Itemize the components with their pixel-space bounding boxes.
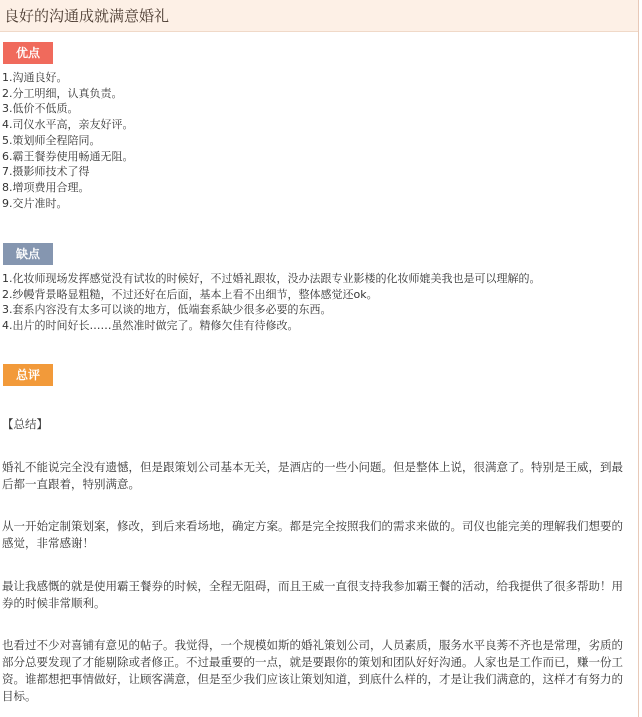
summary-paragraph: 婚礼不能说完全没有遗憾，但是跟策划公司基本无关，是酒店的一些小问题。但是整体上说，很满意了。特别是王威，到最后都一直跟着，特别满意。 xyxy=(2,460,623,491)
page-title: 良好的沟通成就满意婚礼 xyxy=(4,7,170,25)
summary-paragraph: 从一开始定制策划案，修改，到后来看场地，确定方案。都是完全按照我们的需求来做的。司仪也能完美的理解我们想要的感觉，非常感谢！ xyxy=(2,519,623,550)
list-item: 4.司仪水平高，亲友好评。 xyxy=(2,118,134,132)
pros-list xyxy=(2,70,134,211)
list-item: 6.霸王餐券使用畅通无阻。 xyxy=(2,149,134,163)
list-item: 3.套系内容没有太多可以谈的地方，低端套系缺少很多必要的东西。 xyxy=(2,303,332,317)
list-item: 1.化妆师现场发挥感觉没有试妆的时候好，不过婚礼跟妆，没办法跟专业影楼的化妆师媲美我也是可以理解的。 xyxy=(2,272,541,285)
summary-paragraph: 最让我感慨的就是使用霸王餐券的时候，全程无阻碍，而且王威一直很支持我参加霸王餐的活动，给我提供了很多帮助！用券的时候非常顺利。 xyxy=(2,579,623,610)
list-item: 1.沟通良好。 xyxy=(2,71,68,84)
list-item: 9.交片准时。 xyxy=(2,196,68,210)
list-item: 2.纱幔背景略显粗糙，不过还好在后面，基本上看不出细节，整体感觉还ok。 xyxy=(2,287,378,301)
cons-tag: 缺点 xyxy=(3,243,53,265)
list-item: 2.分工明细，认真负责。 xyxy=(2,86,123,100)
summary-tag: 总评 xyxy=(3,364,53,386)
pros-tag: 优点 xyxy=(3,42,53,64)
cons-list xyxy=(2,271,541,334)
list-item: 4.出片的时间好长……虽然准时做完了。精修欠佳有待修改。 xyxy=(2,319,299,333)
summary-paragraph: 也看过不少对喜铺有意见的帖子。我觉得，一个规模如斯的婚礼策划公司，人员素质，服务水平良莠不齐也是常理，劣质的部分总要发现了才能剔除或者修正。不过最重要的一点，就是要跟你的策划和团队好好沟通。人家也是工作而已，赚一份工资。谁都想把事情做好，让顾客满意，但是至少我们应该让策划知道，到底什么样的，才是让我们满意的，这样才有努力的目标。 xyxy=(2,638,623,703)
list-item: 8.增项费用合理。 xyxy=(2,180,90,194)
list-item: 7.摄影师技术了得 xyxy=(2,165,90,179)
list-item: 5.策划师全程陪同。 xyxy=(2,133,101,147)
list-item: 3.低价不低质。 xyxy=(2,102,79,116)
summary-heading: 【总结】 xyxy=(2,417,48,431)
title-bar xyxy=(0,0,638,32)
